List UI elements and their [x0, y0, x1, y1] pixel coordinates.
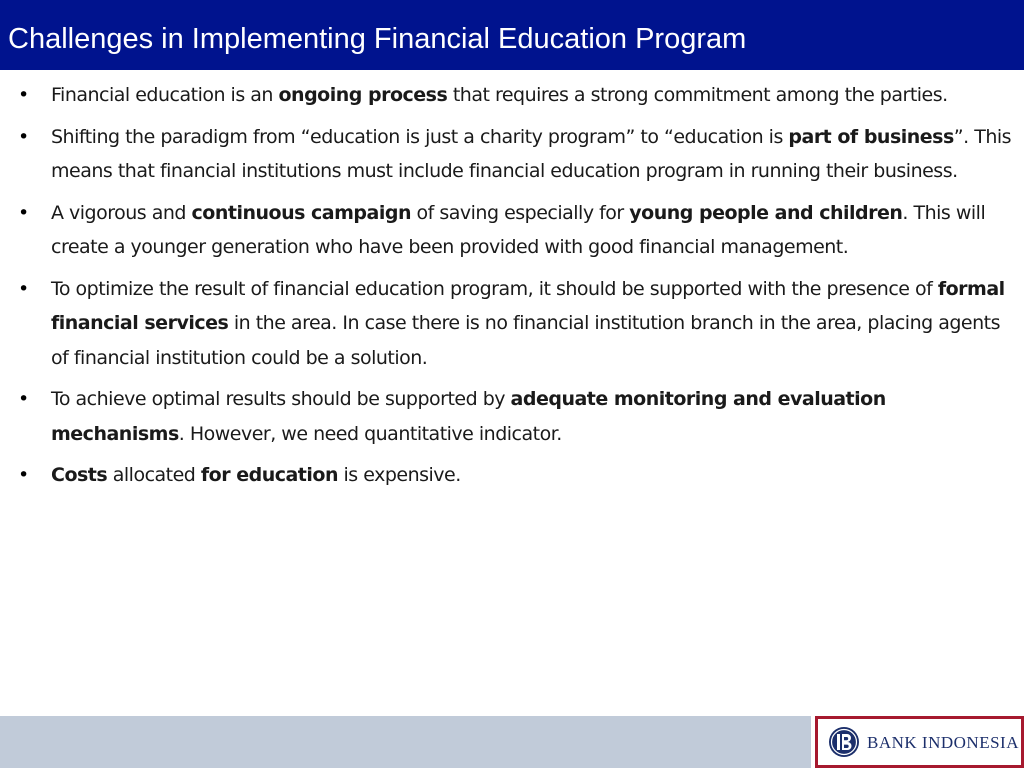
bullet-marker: • — [18, 201, 29, 224]
bullet-text: allocated — [107, 464, 201, 486]
bullet-emphasis: formal financial services — [51, 277, 1005, 334]
bullet-text: A vigorous and — [51, 201, 192, 224]
bullet-marker: • — [18, 277, 29, 300]
bullet-text: of saving especially for — [410, 201, 630, 224]
bullet-item — [0, 458, 1024, 493]
bullet-text: . This will create a younger generation who have been provided with good financial management. — [51, 201, 986, 258]
footer-band — [0, 716, 811, 768]
bullet-marker: • — [18, 464, 29, 486]
bullet-item — [0, 78, 1024, 113]
bullet-text: To optimize the result of financial education program, it should be supported with the presence of — [51, 277, 938, 300]
bullet-text: is expensive. — [337, 464, 461, 486]
bullet-text: ”. This means that financial institutions must include financial education program in running their business. — [51, 125, 1012, 182]
bullet-item — [0, 120, 1024, 189]
bullet-text: To achieve optimal results should be supported by — [51, 388, 511, 410]
bullet-emphasis: part of business — [788, 125, 954, 148]
bullet-emphasis: continuous campaign — [191, 201, 411, 224]
bullet-text: Shifting the paradigm from “education is just a charity program” to “education is — [51, 125, 789, 148]
bullet-marker: • — [18, 84, 29, 106]
bank-indonesia-emblem-icon — [828, 726, 860, 758]
footer-logo-area — [815, 716, 1024, 768]
slide-content — [0, 78, 1024, 500]
slide-title: Challenges in Implementing Financial Education Program — [8, 23, 747, 55]
bullet-item — [0, 272, 1024, 376]
bullet-text: that requires a strong commitment among the parties. — [447, 84, 948, 106]
logo-box — [818, 719, 1021, 765]
bullet-emphasis: young people and children — [629, 201, 903, 224]
bullet-emphasis: Costs — [51, 464, 108, 486]
logo-text: BANK INDONESIA — [867, 733, 1019, 752]
title-bar — [0, 0, 1024, 70]
bullet-emphasis: ongoing process — [278, 84, 448, 106]
bullet-list — [0, 78, 1024, 493]
bullet-marker: • — [18, 388, 29, 410]
bullet-text: in the area. In case there is no financial institution branch in the area, placing agents of financial institution could be a solution. — [51, 312, 1001, 369]
bullet-text: Financial education is an — [51, 84, 279, 106]
bullet-text: . However, we need quantitative indicator. — [178, 422, 562, 445]
bullet-emphasis: for education — [200, 464, 338, 486]
bullet-item — [0, 196, 1024, 265]
bullet-emphasis: adequate monitoring and evaluation mechanisms — [51, 388, 886, 445]
bullet-item — [0, 382, 1024, 451]
bullet-marker: • — [18, 125, 29, 148]
